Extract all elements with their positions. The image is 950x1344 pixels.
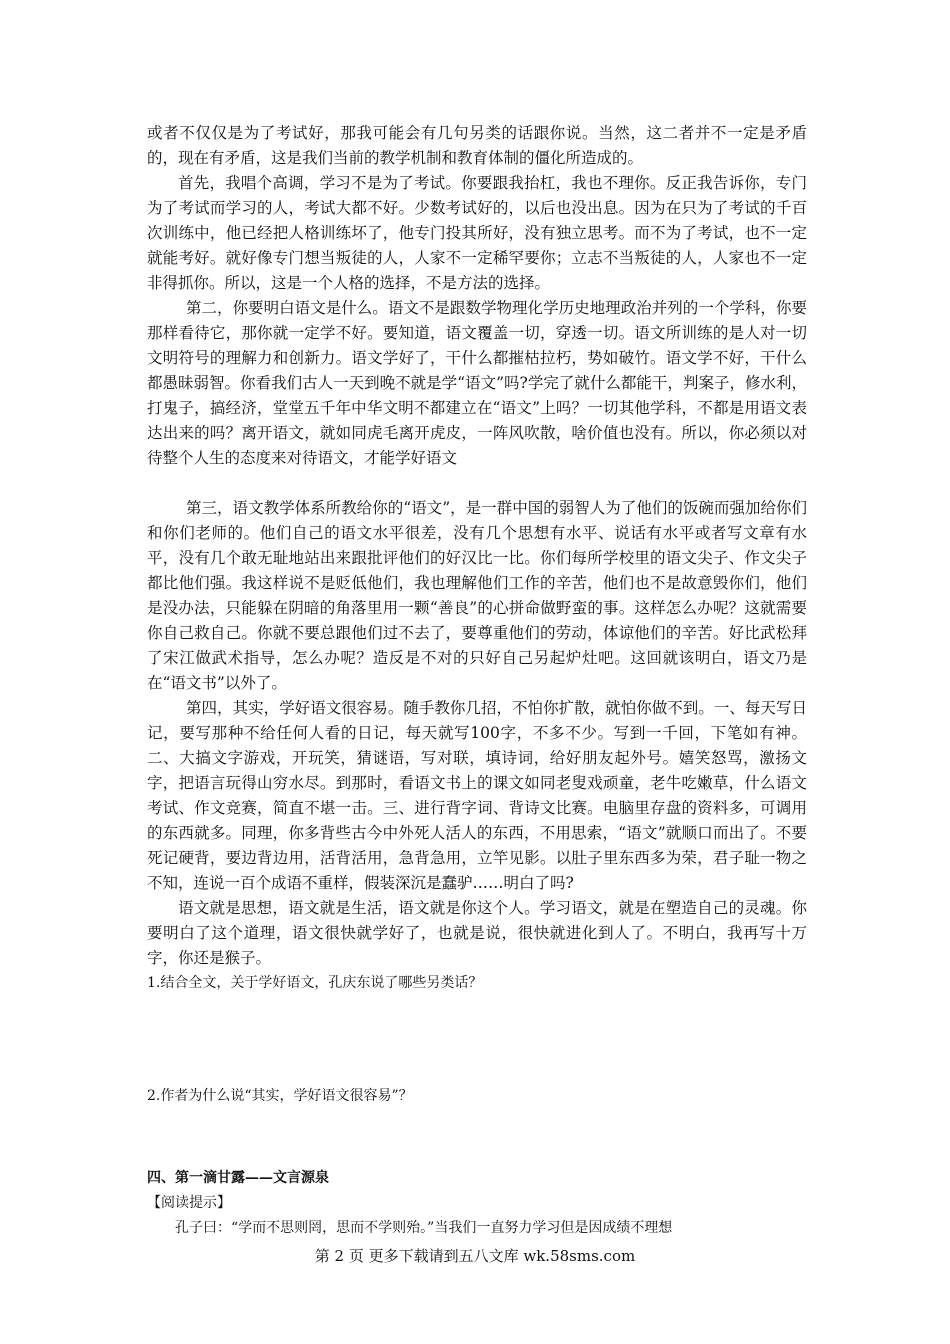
paragraph-3: 第三，语文教学体系所教给你的“语文”，是一群中国的弱智人为了他们的饭碗而强加给你们和你们老师的。他们自己的语文水平很差，没有几个思想有水平、说话有水平或者写文章有水平，没有几个敢无耻地站出来跟批评他们的好汉比一比。你们每所学校里的语文尖子、作文尖子都比他们强。我这样说不是贬低他们，我也理解他们工作的辛苦，他们也不是故意毁你们，他们是没办法，只能躲在阴暗的角落里用一颗“善良”的心拼命做野蛮的事。这样怎么办呢？这就需要你自己救自己。你就不要总跟他们过不去了，要尊重他们的劳动，体谅他们的辛苦。好比武松拜了宋江做武术指导，怎么办呢？造反是不对的只好自己另起炉灶吧。这回就该明白，语文乃是在“语文书”以外了。 xyxy=(147,499,807,692)
page-footer: 第 2 页 更多下载请到五八文库 wk.58sms.com xyxy=(314,1247,636,1265)
answer-space-1 xyxy=(147,996,807,1084)
answer-space-2 xyxy=(147,1109,807,1166)
paragraph-4: 第四，其实，学好语文很容易。随手教你几招，不怕你扩散，就怕你做不到。一、每天写日记，要写那种不给任何人看的日记，每天就写100字，不多不少。写到一千回，下笔如有神。二、大搞文字游戏，开玩笑，猜谜语，写对联，填诗词，给好朋友起外号。嬉笑怒骂，激扬文字，把语言玩得山穷水尽。到那时，看语文书上的课文如同老叟戏顽童，老牛吃嫩草，什么语文考试、作文竞赛，简直不堪一击。三、进行背字词、背诗文比赛。电脑里存盘的资料多，可调用的东西就多。同理，你多背些古今中外死人活人的东西，不用思索，“语文”就顺口而出了。不要死记硬背，要边背边用，活背活用，急背急用，立竿见影。以肚子里东西多为荣，君子耻一物之不知，连说一百个成语不重样，假装深沉是蠢驴……明白了吗? xyxy=(147,699,807,892)
section-title: 四、第一滴甘露——文言源泉 xyxy=(147,1170,329,1186)
paragraph-0: 或者不仅仅是为了考试好，那我可能会有几句另类的话跟你说。当然，这二者并不一定是矛盾的，现在有矛盾，这是我们当前的教学机制和教育体制的僵化所造成的。 xyxy=(147,124,807,167)
paragraph-5: 语文就是思想，语文就是生活，语文就是你这个人。学习语文，就是在塑造自己的灵魂。你要明白了这个道理，语文很快就学好了，也就是说，很快就进化到人了。不明白，我再写十万字，你还是猴子。 xyxy=(147,899,807,967)
question-2: 2.作者为什么说“其实，学好语文很容易”？ xyxy=(147,1088,413,1104)
article-body xyxy=(147,121,807,1241)
question-1: 1.结合全文，关于学好语文，孔庆东说了哪些另类话？ xyxy=(147,975,483,991)
paragraph-1: 首先，我唱个高调，学习不是为了考试。你要跟我抬杠，我也不理你。反正我告诉你，专门为了考试而学习的人，考试大都不好。少数考试好的，以后也没出息。因为在只为了考试的千百次训练中，他已经把人格训练坏了，他专门投其所好，没有独立思考。而不为了考试，也不一定就能考好。就好像专门想当叛徒的人，人家不一定稀罕要你；立志不当叛徒的人，人家也不一定非得抓你。所以，这是一个人格的选择，不是方法的选择。 xyxy=(147,174,807,292)
reading-tip-label: 【阅读提示】 xyxy=(147,1195,231,1211)
paragraph-2: 第二，你要明白语文是什么。语文不是跟数学物理化学历史地理政治并列的一个学科，你要那样看待它，那你就一定学不好。要知道，语文覆盖一切，穿透一切。语文所训练的是人对一切文明符号的理解力和创新力。语文学好了，干什么都摧枯拉朽，势如破竹。语文学不好，干什么都愚昧弱智。你看我们古人一天到晚不就是学“语文”吗?学完了就什么都能干，判案子，修水利，打鬼子，搞经济，堂堂五千年中华文明不都建立在“语文”上吗？一切其他学科，不都是用语文表达出来的吗？离开语文，就如同虎毛离开虎皮，一阵风吹散，啥价值也没有。所以，你必须以对待整个人生的态度来对待语文，才能学好语文 xyxy=(147,299,807,467)
blank-line xyxy=(147,471,807,496)
reading-tip-text: 孔子曰：“学而不思则罔，思而不学则殆。”当我们一直努力学习但是因成绩不理想 xyxy=(175,1220,673,1236)
